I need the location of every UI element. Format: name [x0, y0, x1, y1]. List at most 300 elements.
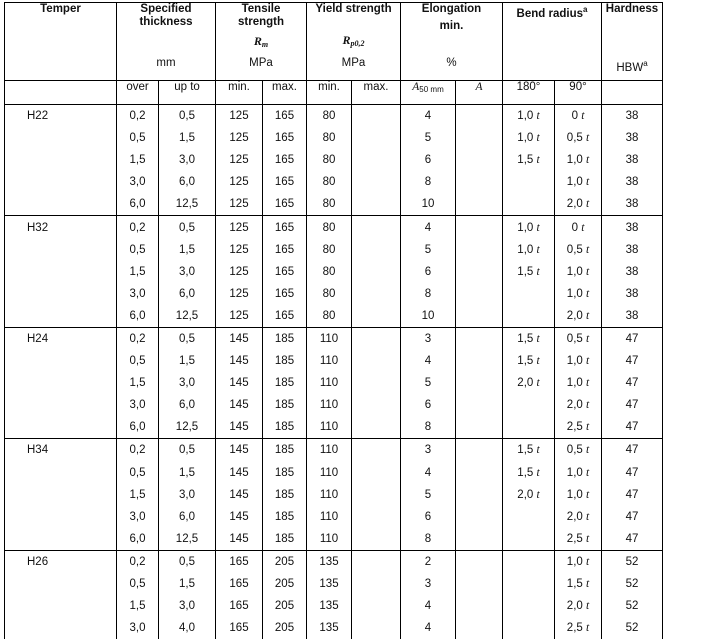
cell-over: 1,5: [117, 595, 159, 617]
cell-tensile-min: 145: [216, 372, 263, 394]
cell-yield-min: 110: [307, 394, 352, 416]
cell-bend-90: 0,5 t: [555, 127, 602, 149]
temper-cell: [5, 350, 117, 372]
elongation-label: Elongation: [421, 3, 482, 15]
cell-up-to: 1,5: [159, 350, 216, 372]
temper-cell: [5, 171, 117, 193]
temper-cell: [5, 595, 117, 617]
table-row: [5, 439, 663, 462]
cell-yield-min: 80: [307, 105, 352, 128]
cell-yield-min: 110: [307, 372, 352, 394]
cell-elong-a50: 4: [401, 617, 456, 639]
cell-yield-min: 80: [307, 193, 352, 216]
temper-cell: [5, 149, 117, 171]
cell-tensile-max: 165: [263, 216, 307, 239]
cell-elong-a: [456, 127, 503, 149]
cell-tensile-max: 185: [263, 462, 307, 484]
cell-tensile-max: 165: [263, 193, 307, 216]
cell-hardness: 47: [602, 462, 663, 484]
cell-up-to: 6,0: [159, 506, 216, 528]
cell-tensile-min: 145: [216, 327, 263, 350]
cell-up-to: 6,0: [159, 283, 216, 305]
cell-over: 0,2: [117, 327, 159, 350]
cell-hardness: 52: [602, 595, 663, 617]
cell-elong-a50: 8: [401, 283, 456, 305]
cell-yield-min: 135: [307, 573, 352, 595]
cell-over: 3,0: [117, 617, 159, 639]
table-row: [5, 216, 663, 239]
elongation-min-label: min.: [439, 20, 464, 32]
table-row: [5, 595, 663, 617]
cell-up-to: 6,0: [159, 171, 216, 193]
cell-elong-a50: 8: [401, 528, 456, 551]
temper-cell: H24: [5, 327, 117, 350]
cell-bend-90: 1,0 t: [555, 283, 602, 305]
table-row: [5, 506, 663, 528]
cell-over: 1,5: [117, 261, 159, 283]
cell-bend-90: 0,5 t: [555, 239, 602, 261]
cell-yield-max: [352, 216, 401, 239]
cell-yield-max: [352, 305, 401, 328]
cell-tensile-min: 145: [216, 416, 263, 439]
cell-bend-180: [503, 394, 555, 416]
cell-yield-min: 80: [307, 239, 352, 261]
subheader-a50: $A_{50 mm}$: [401, 81, 456, 105]
cell-hardness: 38: [602, 216, 663, 239]
cell-hardness: 47: [602, 350, 663, 372]
thickness-label: Specified thickness: [139, 3, 193, 28]
table-row: [5, 617, 663, 639]
temper-cell: [5, 305, 117, 328]
tensile-label: Tensile strength: [238, 3, 284, 28]
cell-elong-a: [456, 216, 503, 239]
cell-bend-90: 2,0 t: [555, 193, 602, 216]
cell-bend-180: 1,0 t: [503, 216, 555, 239]
cell-tensile-max: 205: [263, 550, 307, 573]
table-row: [5, 372, 663, 394]
header-hardness: [602, 3, 663, 57]
temper-cell: H32: [5, 216, 117, 239]
cell-bend-90: 2,0 t: [555, 305, 602, 328]
cell-yield-min: 80: [307, 261, 352, 283]
cell-yield-min: 80: [307, 305, 352, 328]
cell-elong-a50: 4: [401, 216, 456, 239]
temper-cell: [5, 283, 117, 305]
cell-tensile-max: 185: [263, 416, 307, 439]
cell-tensile-max: 165: [263, 105, 307, 128]
cell-hardness: 47: [602, 506, 663, 528]
cell-bend-90: 2,0 t: [555, 595, 602, 617]
cell-hardness: 47: [602, 439, 663, 462]
subheader-yield-max: max.: [352, 81, 401, 105]
cell-over: 3,0: [117, 171, 159, 193]
cell-bend-180: [503, 171, 555, 193]
cell-elong-a50: 5: [401, 239, 456, 261]
cell-over: 6,0: [117, 528, 159, 551]
cell-bend-90: 0 t: [555, 216, 602, 239]
cell-tensile-max: 165: [263, 239, 307, 261]
temper-cell: H26: [5, 550, 117, 573]
cell-tensile-min: 125: [216, 305, 263, 328]
cell-tensile-min: 145: [216, 484, 263, 506]
cell-yield-max: [352, 462, 401, 484]
cell-bend-180: 1,0 t: [503, 239, 555, 261]
table-row: [5, 283, 663, 305]
cell-elong-a50: 5: [401, 484, 456, 506]
cell-elong-a50: 6: [401, 394, 456, 416]
hardness-spacer: [602, 81, 663, 105]
cell-over: 1,5: [117, 149, 159, 171]
cell-elong-a: [456, 239, 503, 261]
cell-over: 0,5: [117, 462, 159, 484]
temper-cell: [5, 573, 117, 595]
cell-yield-min: 110: [307, 350, 352, 372]
cell-up-to: 3,0: [159, 372, 216, 394]
cell-yield-max: [352, 484, 401, 506]
cell-yield-min: 80: [307, 283, 352, 305]
table-row: [5, 550, 663, 573]
cell-elong-a: [456, 283, 503, 305]
subheader-tensile-min: min.: [216, 81, 263, 105]
cell-yield-min: 110: [307, 506, 352, 528]
cell-elong-a50: 4: [401, 105, 456, 128]
cell-up-to: 12,5: [159, 193, 216, 216]
cell-elong-a50: 3: [401, 327, 456, 350]
cell-yield-min: 80: [307, 171, 352, 193]
cell-elong-a: [456, 394, 503, 416]
cell-elong-a50: 4: [401, 350, 456, 372]
cell-tensile-max: 205: [263, 617, 307, 639]
cell-bend-180: [503, 283, 555, 305]
cell-tensile-min: 165: [216, 550, 263, 573]
table-row: [5, 484, 663, 506]
cell-yield-max: [352, 528, 401, 551]
cell-hardness: 47: [602, 327, 663, 350]
cell-over: 0,5: [117, 573, 159, 595]
bend-footnote: a: [583, 5, 588, 14]
cell-tensile-max: 165: [263, 261, 307, 283]
cell-bend-180: [503, 573, 555, 595]
cell-tensile-max: 185: [263, 327, 307, 350]
cell-bend-90: 1,0 t: [555, 261, 602, 283]
cell-tensile-min: 165: [216, 617, 263, 639]
table-body: [5, 105, 663, 640]
cell-tensile-max: 165: [263, 127, 307, 149]
cell-hardness: 38: [602, 149, 663, 171]
cell-tensile-max: 165: [263, 283, 307, 305]
cell-bend-180: 1,0 t: [503, 105, 555, 128]
cell-elong-a: [456, 261, 503, 283]
subheader-upto: up to: [159, 81, 216, 105]
cell-tensile-min: 125: [216, 283, 263, 305]
cell-yield-max: [352, 127, 401, 149]
temper-cell: [5, 239, 117, 261]
properties-table: [4, 2, 663, 639]
cell-yield-min: 80: [307, 149, 352, 171]
cell-tensile-max: 185: [263, 439, 307, 462]
temper-cell: [5, 127, 117, 149]
cell-over: 0,2: [117, 550, 159, 573]
subheader-over: over: [117, 81, 159, 105]
cell-tensile-max: 205: [263, 573, 307, 595]
temper-cell: [5, 462, 117, 484]
cell-elong-a: [456, 149, 503, 171]
temper-cell: H34: [5, 439, 117, 462]
cell-elong-a50: 6: [401, 506, 456, 528]
subheader-yield-min: min.: [307, 81, 352, 105]
cell-tensile-max: 185: [263, 484, 307, 506]
yield-symbol: R: [342, 33, 351, 47]
cell-bend-180: 1,5 t: [503, 350, 555, 372]
cell-bend-90: 1,5 t: [555, 573, 602, 595]
cell-bend-180: [503, 193, 555, 216]
cell-up-to: 3,0: [159, 261, 216, 283]
subheader-tensile-max: max.: [263, 81, 307, 105]
cell-hardness: 38: [602, 283, 663, 305]
cell-yield-max: [352, 617, 401, 639]
cell-elong-a50: 5: [401, 127, 456, 149]
tensile-symbol: R: [253, 34, 262, 48]
cell-up-to: 0,5: [159, 216, 216, 239]
cell-over: 0,5: [117, 127, 159, 149]
cell-elong-a50: 10: [401, 305, 456, 328]
cell-bend-180: 1,5 t: [503, 462, 555, 484]
cell-over: 3,0: [117, 283, 159, 305]
cell-yield-max: [352, 149, 401, 171]
cell-over: 3,0: [117, 506, 159, 528]
cell-bend-90: 1,0 t: [555, 350, 602, 372]
cell-elong-a50: 5: [401, 372, 456, 394]
bend-unit-spacer: [503, 57, 602, 81]
cell-up-to: 1,5: [159, 573, 216, 595]
cell-yield-min: 110: [307, 484, 352, 506]
thickness-unit: mm: [117, 57, 216, 81]
cell-over: 3,0: [117, 394, 159, 416]
cell-elong-a50: 6: [401, 261, 456, 283]
cell-bend-180: [503, 550, 555, 573]
cell-yield-min: 110: [307, 416, 352, 439]
cell-elong-a: [456, 506, 503, 528]
cell-up-to: 12,5: [159, 528, 216, 551]
cell-bend-180: 1,5 t: [503, 149, 555, 171]
cell-elong-a: [456, 416, 503, 439]
temper-spacer: [5, 81, 117, 105]
cell-over: 0,2: [117, 439, 159, 462]
cell-tensile-min: 145: [216, 394, 263, 416]
cell-elong-a: [456, 617, 503, 639]
subheader-180: 180°: [503, 81, 555, 105]
cell-bend-90: 2,5 t: [555, 528, 602, 551]
cell-elong-a: [456, 305, 503, 328]
cell-elong-a: [456, 105, 503, 128]
cell-yield-min: 135: [307, 617, 352, 639]
cell-bend-180: [503, 416, 555, 439]
temper-cell: [5, 261, 117, 283]
cell-tensile-min: 145: [216, 350, 263, 372]
cell-tensile-max: 185: [263, 506, 307, 528]
cell-hardness: 38: [602, 127, 663, 149]
yield-unit: MPa: [307, 57, 401, 81]
cell-tensile-max: 165: [263, 149, 307, 171]
cell-up-to: 0,5: [159, 105, 216, 128]
cell-yield-min: 80: [307, 216, 352, 239]
cell-bend-90: 0 t: [555, 105, 602, 128]
cell-hardness: 38: [602, 171, 663, 193]
cell-yield-min: 135: [307, 550, 352, 573]
cell-yield-max: [352, 171, 401, 193]
table-row: [5, 350, 663, 372]
cell-tensile-min: 145: [216, 439, 263, 462]
cell-tensile-max: 165: [263, 171, 307, 193]
cell-bend-180: 1,5 t: [503, 327, 555, 350]
table-row: [5, 261, 663, 283]
cell-bend-90: 2,5 t: [555, 416, 602, 439]
cell-bend-90: 1,0 t: [555, 372, 602, 394]
temper-cell: [5, 528, 117, 551]
cell-tensile-max: 165: [263, 305, 307, 328]
cell-tensile-min: 125: [216, 216, 263, 239]
cell-bend-180: 1,5 t: [503, 261, 555, 283]
cell-tensile-max: 185: [263, 350, 307, 372]
table-row: [5, 149, 663, 171]
cell-yield-max: [352, 283, 401, 305]
cell-elong-a: [456, 439, 503, 462]
cell-hardness: 52: [602, 573, 663, 595]
cell-hardness: 47: [602, 484, 663, 506]
cell-bend-180: [503, 595, 555, 617]
tensile-subscript: m: [261, 40, 269, 49]
cell-bend-180: 1,0 t: [503, 127, 555, 149]
cell-tensile-min: 145: [216, 506, 263, 528]
table-row: [5, 171, 663, 193]
cell-tensile-max: 205: [263, 595, 307, 617]
cell-bend-180: [503, 528, 555, 551]
cell-elong-a: [456, 327, 503, 350]
cell-hardness: 47: [602, 394, 663, 416]
cell-bend-90: 0,5 t: [555, 327, 602, 350]
yield-label: Yield strength: [315, 3, 392, 15]
cell-elong-a50: 8: [401, 416, 456, 439]
cell-yield-max: [352, 506, 401, 528]
cell-yield-min: 110: [307, 439, 352, 462]
cell-bend-90: 1,0 t: [555, 550, 602, 573]
table-row: [5, 416, 663, 439]
table-row: [5, 305, 663, 328]
cell-elong-a50: 8: [401, 171, 456, 193]
cell-hardness: 47: [602, 372, 663, 394]
cell-yield-min: 110: [307, 528, 352, 551]
cell-yield-max: [352, 193, 401, 216]
cell-over: 0,5: [117, 239, 159, 261]
hardness-unit: HBW$^a$: [602, 57, 663, 81]
table-row: [5, 462, 663, 484]
cell-bend-180: 2,0 t: [503, 372, 555, 394]
temper-cell: H22: [5, 105, 117, 128]
cell-elong-a50: 4: [401, 595, 456, 617]
cell-elong-a: [456, 573, 503, 595]
cell-elong-a: [456, 528, 503, 551]
cell-up-to: 0,5: [159, 439, 216, 462]
cell-elong-a: [456, 484, 503, 506]
temper-cell: [5, 372, 117, 394]
cell-tensile-min: 125: [216, 193, 263, 216]
header-thickness: [117, 3, 216, 57]
bend-label: Bend radius: [516, 7, 583, 20]
cell-up-to: 3,0: [159, 595, 216, 617]
cell-yield-min: 135: [307, 595, 352, 617]
cell-bend-90: 2,0 t: [555, 506, 602, 528]
cell-up-to: 1,5: [159, 239, 216, 261]
cell-bend-90: 2,5 t: [555, 617, 602, 639]
cell-yield-max: [352, 595, 401, 617]
cell-over: 0,2: [117, 105, 159, 128]
table-row: [5, 127, 663, 149]
cell-yield-max: [352, 439, 401, 462]
cell-tensile-min: 145: [216, 528, 263, 551]
cell-over: 6,0: [117, 305, 159, 328]
cell-elong-a: [456, 372, 503, 394]
cell-elong-a50: 10: [401, 193, 456, 216]
subheader-90: 90°: [555, 81, 602, 105]
cell-hardness: 52: [602, 550, 663, 573]
cell-tensile-min: 125: [216, 105, 263, 128]
table-row: [5, 327, 663, 350]
subheader-a: A: [456, 81, 503, 105]
cell-yield-max: [352, 416, 401, 439]
temper-cell: [5, 416, 117, 439]
cell-over: 1,5: [117, 372, 159, 394]
cell-tensile-min: 125: [216, 261, 263, 283]
cell-hardness: 38: [602, 105, 663, 128]
cell-tensile-max: 185: [263, 394, 307, 416]
cell-hardness: 47: [602, 528, 663, 551]
cell-elong-a: [456, 350, 503, 372]
table-row: [5, 239, 663, 261]
table-row: [5, 193, 663, 216]
cell-tensile-min: 165: [216, 573, 263, 595]
table-row: [5, 573, 663, 595]
cell-tensile-min: 125: [216, 127, 263, 149]
cell-yield-max: [352, 394, 401, 416]
cell-up-to: 0,5: [159, 550, 216, 573]
cell-bend-180: [503, 617, 555, 639]
cell-bend-180: 2,0 t: [503, 484, 555, 506]
temper-cell: [5, 484, 117, 506]
cell-elong-a50: 3: [401, 573, 456, 595]
cell-elong-a50: 6: [401, 149, 456, 171]
cell-hardness: 47: [602, 416, 663, 439]
cell-up-to: 3,0: [159, 149, 216, 171]
temper-cell: [5, 617, 117, 639]
cell-yield-max: [352, 350, 401, 372]
cell-bend-90: 1,0 t: [555, 462, 602, 484]
cell-elong-a: [456, 193, 503, 216]
cell-up-to: 0,5: [159, 327, 216, 350]
cell-tensile-min: 125: [216, 171, 263, 193]
cell-elong-a: [456, 595, 503, 617]
cell-over: 1,5: [117, 484, 159, 506]
cell-elong-a50: 4: [401, 462, 456, 484]
cell-hardness: 52: [602, 617, 663, 639]
cell-yield-max: [352, 550, 401, 573]
table-row: [5, 394, 663, 416]
cell-up-to: 12,5: [159, 416, 216, 439]
cell-tensile-min: 165: [216, 595, 263, 617]
cell-tensile-max: 185: [263, 372, 307, 394]
cell-yield-max: [352, 372, 401, 394]
cell-up-to: 1,5: [159, 462, 216, 484]
cell-tensile-min: 145: [216, 462, 263, 484]
